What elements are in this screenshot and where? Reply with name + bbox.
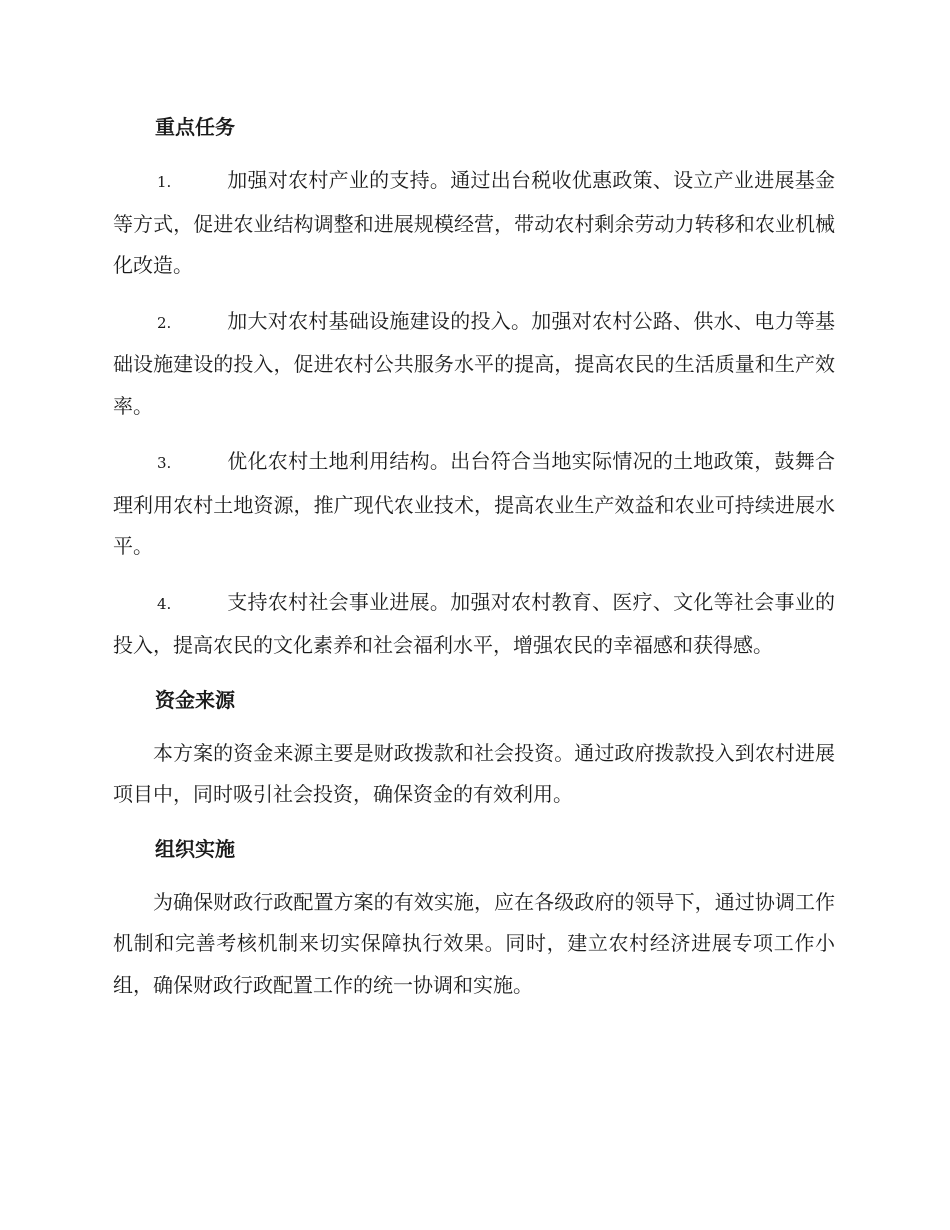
- task-item-2: [113, 301, 835, 428]
- task-item-4: [113, 582, 835, 667]
- task-item-1: [113, 160, 835, 287]
- document-body: [113, 108, 835, 1006]
- implementation-paragraph: 为确保财政行政配置方案的有效实施，应在各级政府的领导下，通过协调工作机制和完善考核机制来切实保障执行效果。同时，建立农村经济进展专项工作小组，确保财政行政配置工作的统一协调和实施。: [113, 889, 835, 997]
- task-item-number: 2.: [157, 313, 172, 332]
- task-item-text: 加强对农村产业的支持。通过出台税收优惠政策、设立产业进展基金等方式，促进农业结构调整和进展规模经营，带动农村剩余劳动力转移和农业机械化改造。: [113, 168, 835, 277]
- heading-funding-source: 资金来源: [155, 687, 235, 712]
- task-item-3: [113, 441, 835, 568]
- task-item-number: 1.: [157, 173, 172, 191]
- funding-paragraph: 本方案的资金来源主要是财政拨款和社会投资。通过政府拨款投入到农村进展项目中，同时吸引社会投资，确保资金的有效利用。: [113, 740, 835, 806]
- task-item-text: 优化农村土地利用结构。出台符合当地实际情况的土地政策，鼓舞合理利用农村土地资源，推广现代农业技术，提高农业生产效益和农业可持续进展水平。: [113, 449, 835, 558]
- task-item-text: 支持农村社会事业进展。加强对农村教育、医疗、文化等社会事业的投入，提高农民的文化素养和社会福利水平，增强农民的幸福感和获得感。: [113, 589, 835, 657]
- task-item-number: 3.: [157, 454, 172, 472]
- task-item-number: 4.: [157, 594, 172, 613]
- task-item-text: 加大对农村基础设施建设的投入。加强对农村公路、供水、电力等基础设施建设的投入，促进农村公共服务水平的提高，提高农民的生活质量和生产效率。: [113, 308, 835, 418]
- heading-key-tasks: 重点任务: [155, 115, 235, 139]
- heading-implementation: 组织实施: [155, 836, 235, 861]
